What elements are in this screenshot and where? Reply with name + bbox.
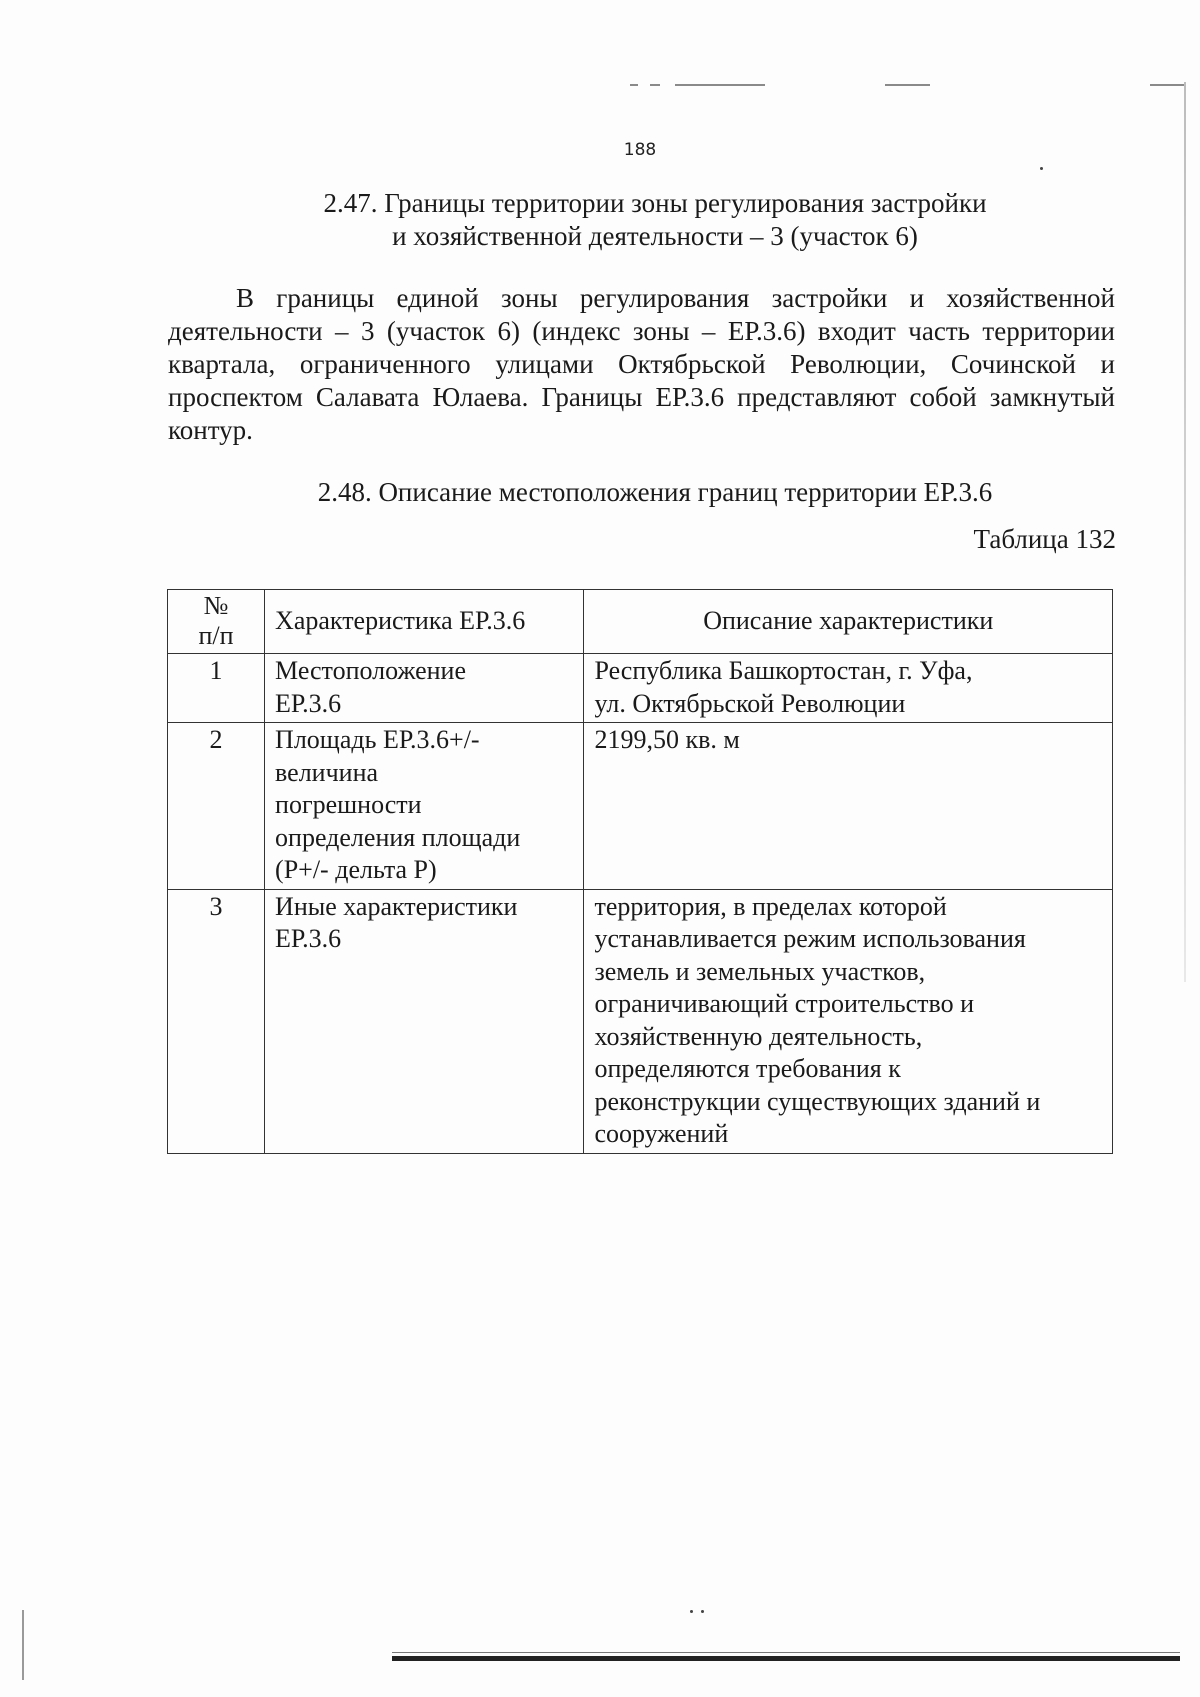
scan-artifact	[1150, 84, 1186, 86]
row-num: 2	[168, 723, 265, 890]
section-heading-line2: и хозяйственной деятельности – 3 (участок 6)	[392, 221, 918, 251]
cell-line: Площадь ЕР.3.6+/-	[275, 725, 480, 754]
section-heading-line1: 2.47. Границы территории зоны регулирования застройки	[323, 188, 987, 218]
header-num-line2: п/п	[198, 621, 234, 650]
cell-line: ЕР.3.6	[275, 924, 342, 953]
scan-speck	[1040, 167, 1043, 170]
cell-line: погрешности	[275, 790, 422, 819]
table-row	[168, 889, 1113, 1153]
cell-line: устанавливается режим использования	[594, 924, 1026, 953]
cell-line: ул. Октябрьской Революции	[594, 688, 906, 718]
table-caption: Таблица 132	[973, 524, 1116, 554]
row-characteristic	[265, 654, 584, 723]
cell-line: ограничивающий строительство и	[594, 989, 975, 1018]
cell-line: территория, в пределах которой	[594, 891, 947, 921]
section-paragraph: В границы единой зоны регулирования застройки и хозяйственной деятельности – 3 (участок 6) (индекс зоны – ЕР.3.6) входит часть территории квартала, ограниченного улицами Октябрьской Революции, Сочинской и проспектом Салавата Юлаева. Границы ЕР.3.6 представляют собой замкнутый контур.	[168, 283, 1115, 445]
cell-line: величина	[275, 757, 379, 787]
cell-line: ЕР.3.6	[275, 688, 342, 718]
cell-line: Республика Башкортостан, г. Уфа,	[594, 656, 973, 685]
scan-artifact	[675, 84, 765, 86]
page-number: 188	[623, 140, 657, 160]
scan-artifact	[392, 1652, 1180, 1653]
cell-line: хозяйственную деятельность,	[594, 1021, 923, 1051]
scan-artifact	[885, 84, 930, 86]
scan-artifact	[392, 1656, 1180, 1661]
table-header-row	[168, 590, 1113, 654]
scan-artifact	[630, 84, 638, 86]
subsection-heading: 2.48. Описание местоположения границ территории ЕР.3.6	[317, 477, 993, 507]
cell-line: Иные характеристики	[275, 891, 518, 921]
row-description	[584, 723, 1113, 890]
scan-speck	[701, 1610, 704, 1613]
table-row	[168, 654, 1113, 723]
cell-line: (Р+/- дельта Р)	[275, 855, 437, 884]
header-num-line1: №	[203, 591, 229, 620]
cell-line: Местоположение	[275, 656, 466, 685]
cell-line: земель и земельных участков,	[594, 956, 926, 986]
characteristics-table	[167, 589, 1113, 1154]
scan-speck	[690, 1610, 693, 1613]
scan-artifact	[1184, 82, 1186, 982]
row-num: 1	[168, 654, 265, 723]
row-description	[584, 654, 1113, 723]
cell-line: определения площади	[275, 822, 521, 852]
cell-line: сооружений	[594, 1119, 729, 1148]
cell-line: 2199,50 кв. м	[594, 725, 740, 754]
row-num: 3	[168, 889, 265, 1153]
row-characteristic	[265, 723, 584, 890]
row-characteristic	[265, 889, 584, 1153]
scan-artifact	[22, 1610, 24, 1680]
table-row	[168, 723, 1113, 890]
row-description	[584, 889, 1113, 1153]
header-description: Описание характеристики	[584, 590, 1113, 654]
header-characteristic: Характеристика ЕР.3.6	[265, 590, 584, 654]
header-num	[168, 590, 265, 654]
cell-line: определяются требования к	[594, 1054, 901, 1083]
cell-line: реконструкции существующих зданий и	[594, 1086, 1041, 1116]
scan-artifact	[650, 84, 660, 86]
section-heading	[200, 187, 1110, 253]
